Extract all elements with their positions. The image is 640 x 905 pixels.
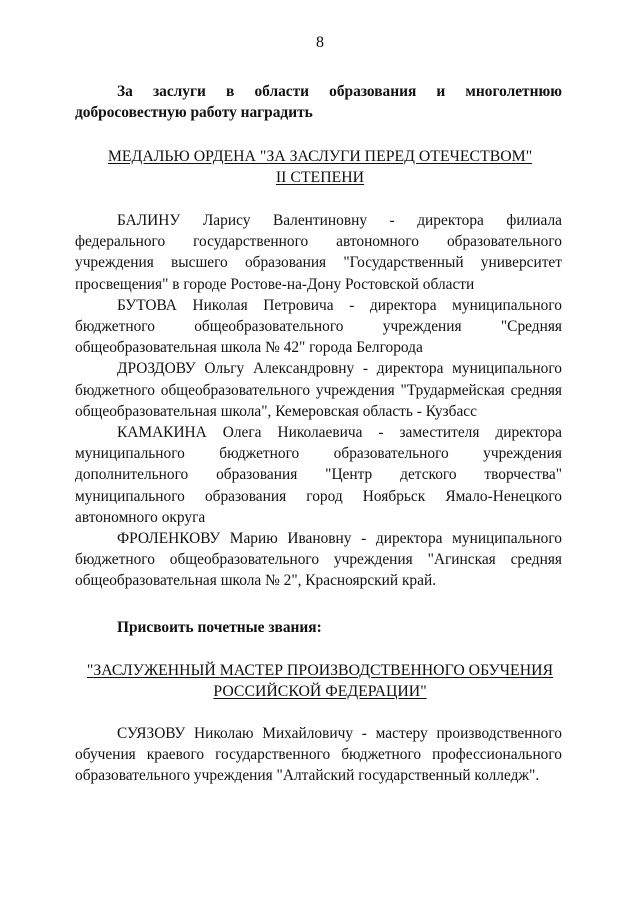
- recipient-surname: БАЛИНУ: [117, 212, 181, 229]
- recipient-surname: СУЯЗОВУ: [117, 725, 186, 742]
- recipient-surname: ДРОЗДОВУ: [117, 360, 196, 378]
- award-intro-text: За заслуги в области образования и многолетнюю добросовестную работу наградить: [75, 83, 562, 122]
- recipient-details: Олега Николаевича - заместителя директора муниципального бюджетного образовательного учреждения дополнительного образования "Центр детского творчества" муниципального образования город Ноябрьск Ямало-Ненецкого автономного округа: [75, 424, 562, 526]
- recipient-details: Ольгу Александровну - директора муниципального бюджетного общеобразовательного учреждения "Трудармейская средняя общеобразовательная школа", Кемеровская область - Кузбасс: [75, 360, 562, 420]
- award-intro: [75, 81, 562, 123]
- honorary-title-line-1: "ЗАСЛУЖЕННЫЙ МАСТЕР ПРОИЗВОДСТВЕННОГО ОБУЧЕНИЯ: [86, 662, 554, 679]
- honorary-title-line-2: РОССИЙСКОЙ ФЕДЕРАЦИИ": [213, 683, 427, 700]
- recipient-entry: [75, 295, 562, 359]
- recipient-surname: ФРОЛЕНКОВУ: [117, 530, 221, 548]
- recipient-details: Ларису Валентиновну - директора филиала федерального государственного автономного образовательного учреждения высшего образования "Государственный университет просвещения" в городе Ростове-на-Дону Ростовской области: [75, 212, 562, 293]
- recipient-surname: БУТОВА: [117, 296, 177, 314]
- recipient-surname: КАМАКИНА: [117, 424, 207, 442]
- recipient-details: Марию Ивановну - директора муниципального бюджетного общеобразовательного учреждения "Агинская средняя общеобразовательная школа № 2", Красноярский край.: [75, 530, 562, 590]
- recipient-entry: [75, 422, 562, 528]
- honorary-title-intro-text: Присвоить почетные звания:: [117, 619, 322, 636]
- recipient-details: Николая Петровича - директора муниципального бюджетного общеобразовательного учреждения "Средняя общеобразовательная школа № 42" города Белгорода: [75, 296, 562, 357]
- page-number: 8: [316, 34, 324, 51]
- honorary-recipients-list: [75, 723, 562, 787]
- recipient-entry: [75, 358, 562, 422]
- recipient-entry: [75, 528, 562, 592]
- recipient-entry: [75, 723, 562, 787]
- award-title-line-2: II СТЕПЕНИ: [275, 169, 365, 186]
- honorary-title-intro: [75, 617, 562, 638]
- honorary-title: [60, 660, 580, 702]
- recipient-entry: [75, 210, 562, 295]
- recipient-details: Николаю Михайловичу - мастеру производственного обучения краевого государственного бюджетного профессионального образовательного учреждения "Алтайский государственный колледж".: [75, 725, 562, 785]
- award-title-line-1: МЕДАЛЬЮ ОРДЕНА "ЗА ЗАСЛУГИ ПЕРЕД ОТЕЧЕСТВОМ": [107, 148, 533, 165]
- award-recipients-list: [75, 210, 562, 592]
- award-title: [60, 146, 580, 188]
